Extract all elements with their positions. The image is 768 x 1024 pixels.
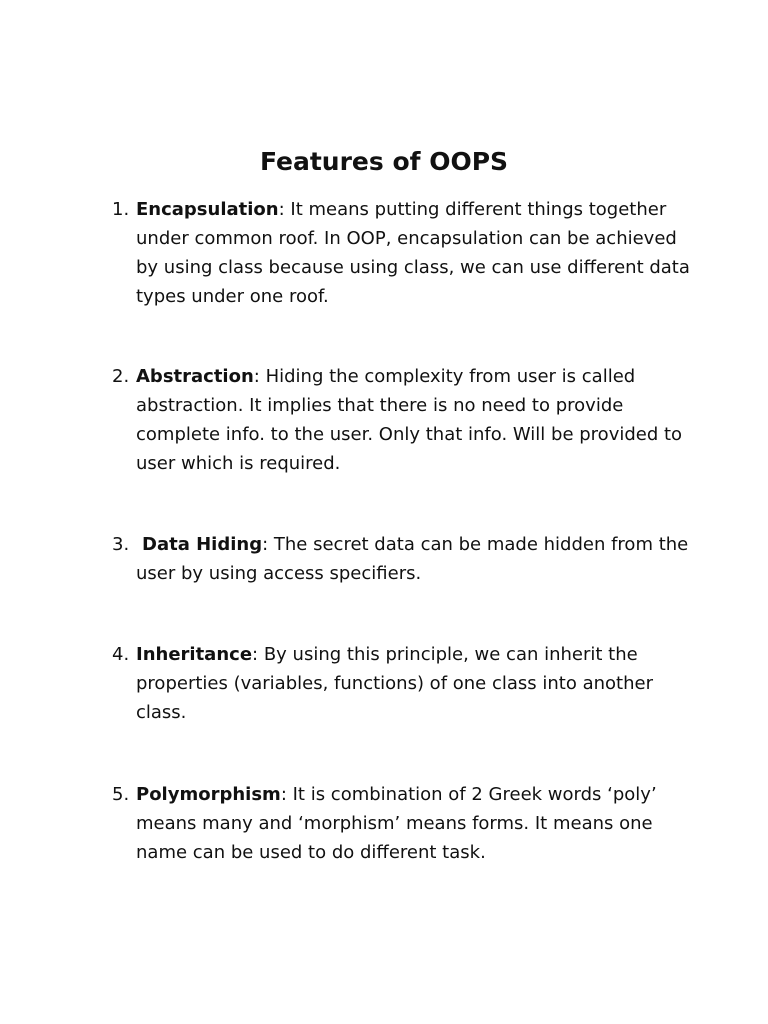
list-item-body xyxy=(136,362,692,478)
list-item-polymorphism xyxy=(112,780,692,867)
list-item-term: Abstraction xyxy=(136,366,254,387)
list-item-separator: : xyxy=(278,199,285,220)
list-item-inheritance xyxy=(112,640,692,727)
list-item-text: The secret data can be made hidden from the user by using access specifiers. xyxy=(136,534,689,584)
list-item-separator: : xyxy=(262,534,269,555)
list-item-separator: : xyxy=(280,784,287,805)
list-item-term: Inheritance xyxy=(136,644,253,665)
page-title: Features of OOPS xyxy=(259,147,509,176)
list-item-data-hiding xyxy=(112,530,692,588)
list-item-body xyxy=(136,780,692,867)
list-item-body xyxy=(136,195,692,311)
list-item-term: Encapsulation xyxy=(136,199,279,220)
list-item-number: 3. xyxy=(112,534,130,555)
list-item-separator: : xyxy=(253,366,260,387)
list-item-term: Data Hiding xyxy=(142,534,263,555)
list-item-number: 1. xyxy=(112,199,130,220)
list-item-number: 5. xyxy=(112,784,130,805)
list-item-abstraction xyxy=(112,362,692,478)
list-item-encapsulation xyxy=(112,195,692,311)
list-item-separator: : xyxy=(252,644,259,665)
list-item-body xyxy=(136,640,692,727)
list-item-text: Hiding the complexity from user is called abstraction. It implies that there is no need to provide complete info. to the user. Only that info. Will be provided to user which is required. xyxy=(136,366,683,474)
list-item-number: 4. xyxy=(112,644,130,665)
list-item-text: It means putting different things together under common roof. In OOP, encapsulation can be achieved by using class because using class, we can use different data types under one roof. xyxy=(136,199,690,307)
list-item-term: Polymorphism xyxy=(136,784,281,805)
list-item-number: 2. xyxy=(112,366,130,387)
list-item-text: By using this principle, we can inherit the properties (variables, functions) of one class into another class. xyxy=(136,644,653,723)
list-item-body xyxy=(136,530,692,588)
list-item-text: It is combination of 2 Greek words ‘poly’ means many and ‘morphism’ means forms. It means one name can be used to do different task. xyxy=(136,784,657,863)
